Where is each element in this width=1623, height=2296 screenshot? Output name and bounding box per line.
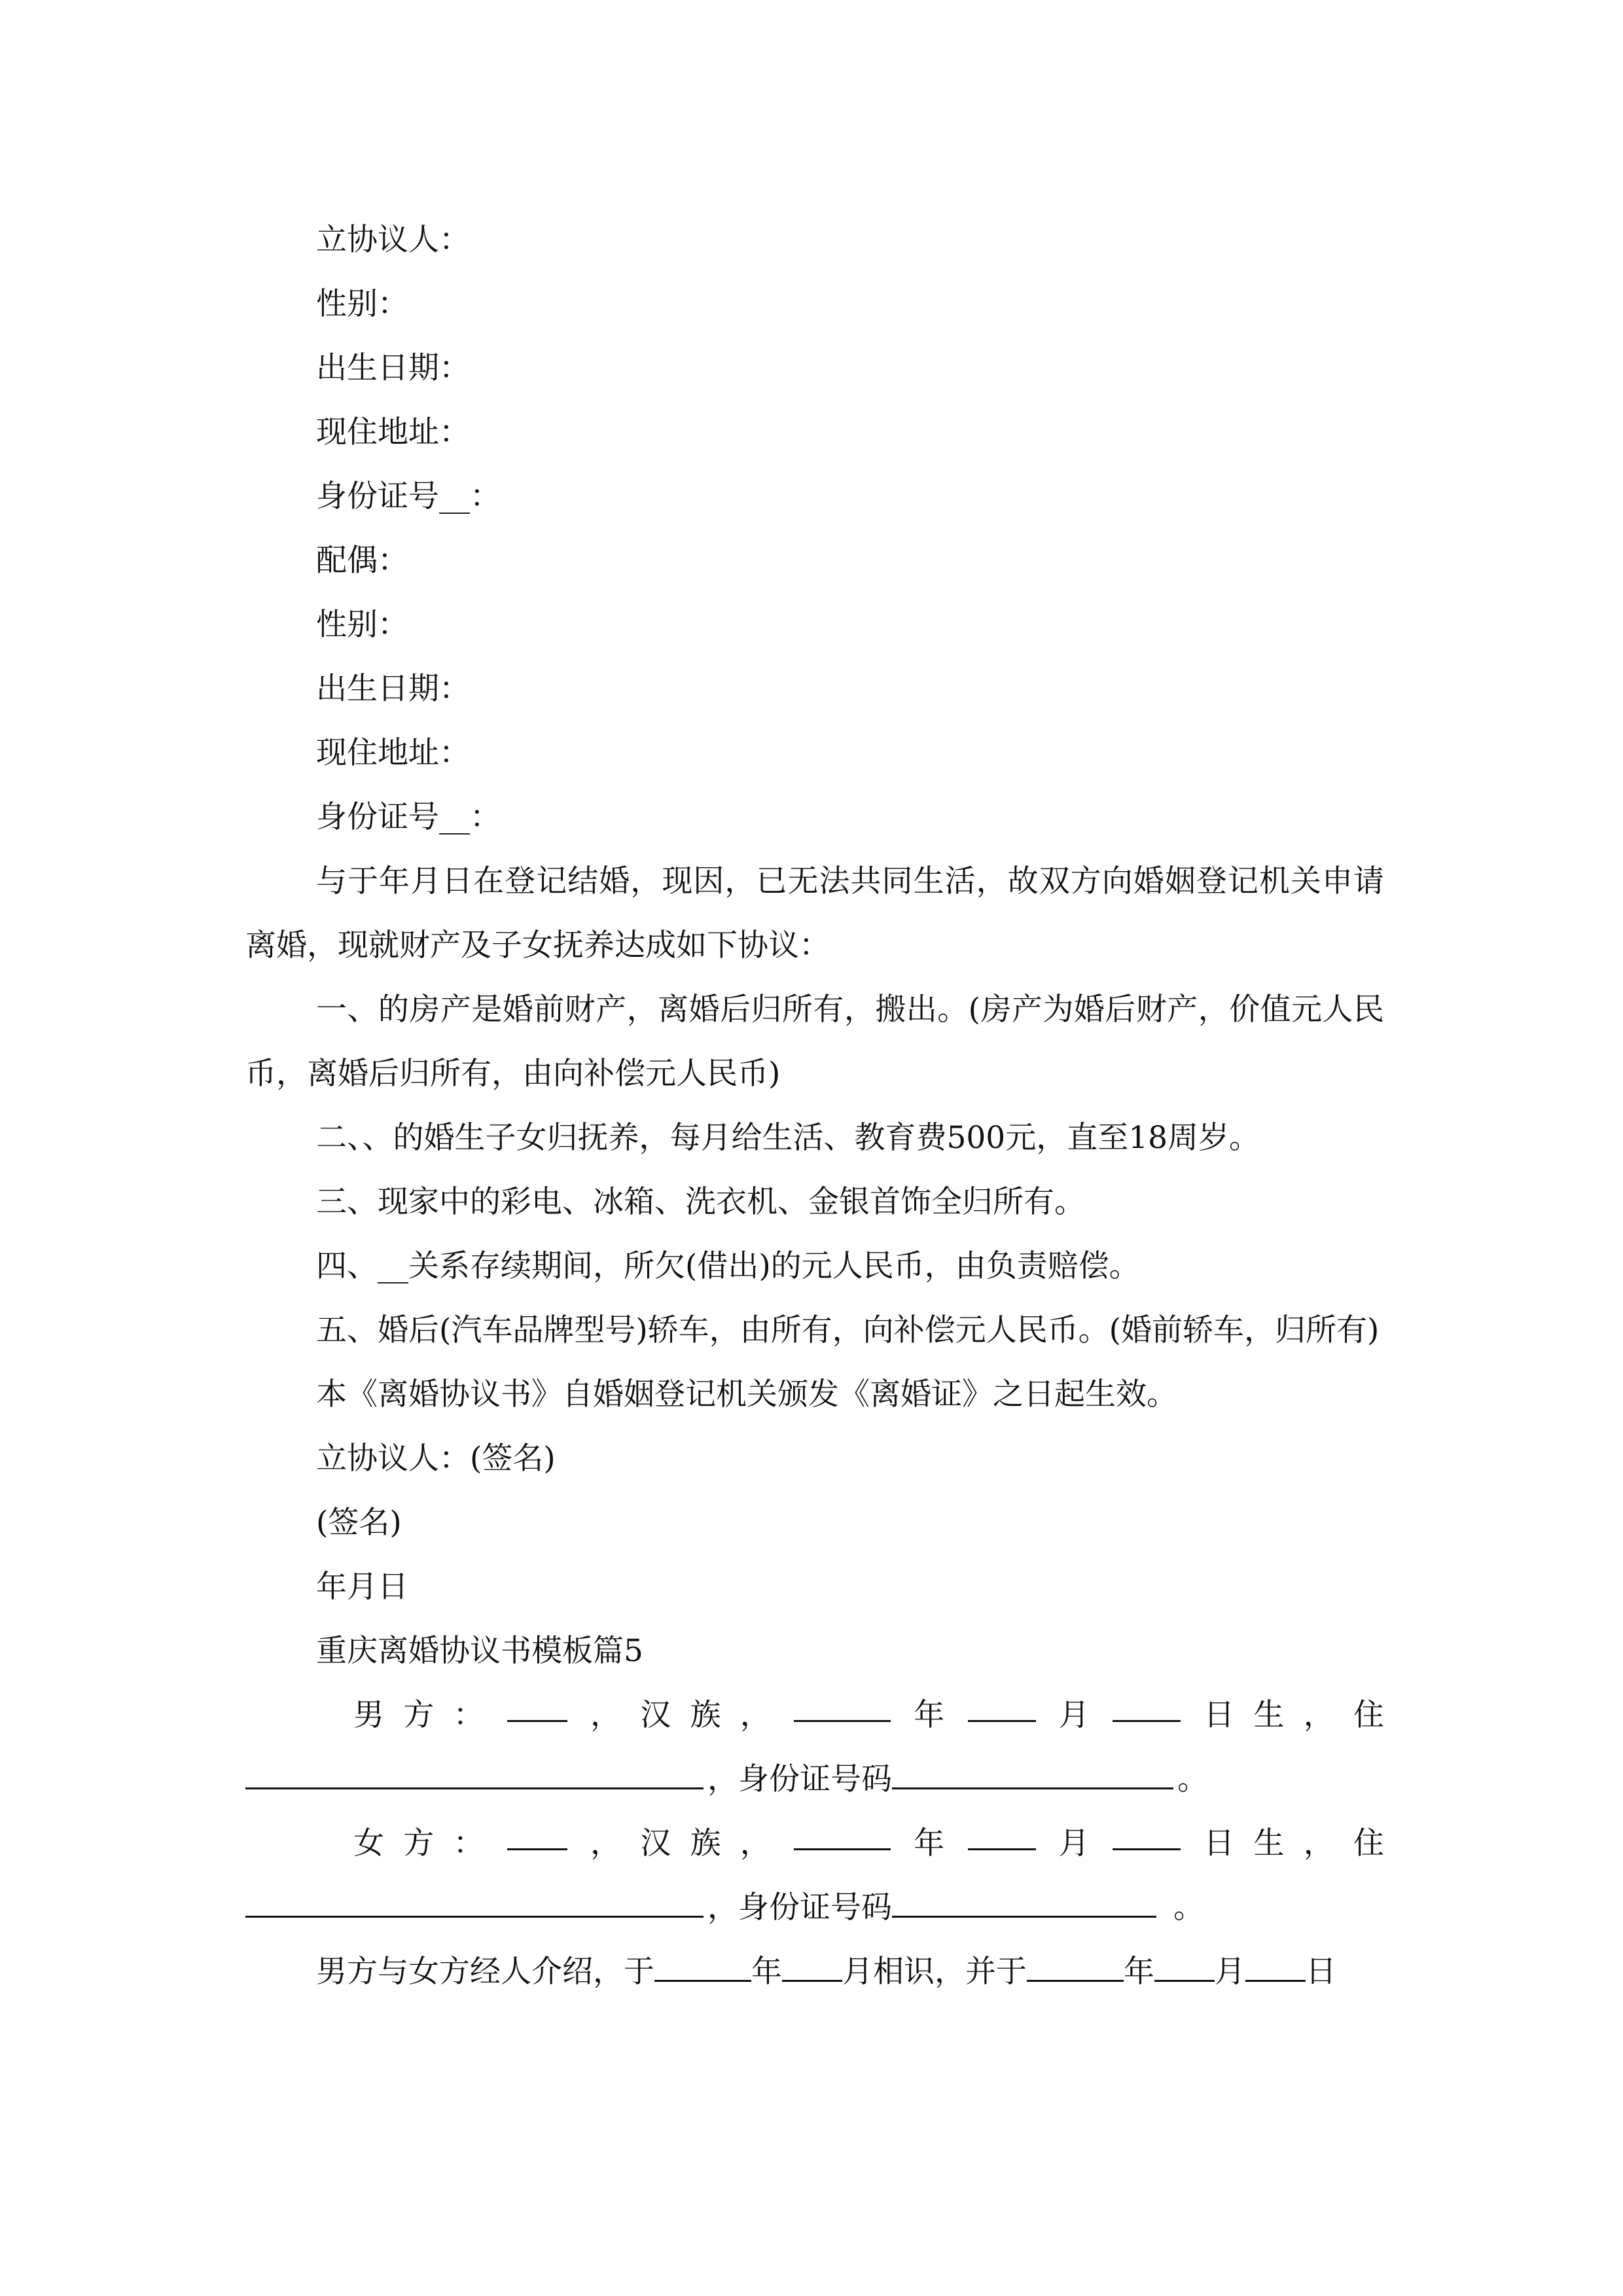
female-ethnic-char-1: 汉 [640, 1825, 671, 1861]
male-line-1: 男 方 ： ， 汉 族 ， 年 月 日 生 ， 住 [245, 1683, 1384, 1748]
intro-paragraph: 与于年月日在登记结婚，现因，已无法共同生活，故双方向婚姻登记机关申请离婚，现就财产及子女抚养达成如下协议： [245, 863, 1384, 963]
party1-birth: 出生日期： [316, 350, 470, 386]
male-end: 。 [1177, 1761, 1208, 1797]
meeting-month-label: 月相识，并于 [842, 1954, 1027, 1990]
male-address-blank [245, 1751, 704, 1789]
female-label-char-1: 女 [353, 1825, 384, 1861]
party2-address: 现住地址： [316, 735, 470, 771]
male-month-label: 月 [1058, 1697, 1090, 1733]
female-day-label: 日 [1204, 1825, 1235, 1861]
marriage-day-label: 日 [1306, 1954, 1336, 1990]
marriage-year-label: 年 [1124, 1954, 1154, 1990]
female-born-label: 生 [1253, 1825, 1285, 1861]
party2-title: 配偶： [316, 543, 408, 579]
marriage-month-label: 月 [1215, 1954, 1245, 1990]
clause-2: 二、、的婚生子女归抚养，每月给生活、教育费500元，直至18周岁。 [316, 1120, 1260, 1156]
male-live-label: 住 [1353, 1697, 1384, 1733]
signature-line: 立协议人：(签名) [316, 1441, 556, 1477]
document-page [245, 208, 1384, 2004]
female-year-label: 年 [914, 1825, 945, 1861]
male-day-blank [1113, 1683, 1181, 1722]
marriage-day-blank [1245, 1943, 1306, 1982]
clause-1: 一、的房产是婚前财产，离婚后归所有，搬出。(房产为婚后财产，价值元人民币，离婚后归所有，由向补偿元人民币) [245, 992, 1384, 1092]
male-year-label: 年 [914, 1697, 945, 1733]
party2-id: 身份证号__： [316, 799, 501, 835]
male-year-blank [794, 1683, 891, 1722]
female-end: 。 [1173, 1890, 1204, 1926]
party1-id: 身份证号__： [316, 478, 501, 514]
section-title: 重庆离婚协议书模板篇5 [316, 1633, 643, 1669]
male-name-blank [507, 1683, 567, 1722]
female-line-2 [245, 1876, 1384, 1940]
meeting-intro: 男方与女方经人介绍，于 [316, 1954, 654, 1990]
female-year-blank [794, 1812, 891, 1850]
female-label-char-2: 方 [403, 1825, 435, 1861]
female-month-blank [968, 1812, 1036, 1850]
signature-line-2: (签名) [316, 1505, 402, 1541]
male-label-colon: ： [453, 1697, 484, 1733]
female-id-blank [892, 1879, 1156, 1918]
female-label-colon: ： [453, 1825, 484, 1861]
female-month-label: 月 [1058, 1825, 1090, 1861]
male-label-char-1: 男 [353, 1697, 384, 1733]
clause-4: 四、__关系存续期间，所欠(借出)的元人民币，由负责赔偿。 [316, 1248, 1140, 1284]
female-live-label: 住 [1353, 1825, 1384, 1861]
effective-statement: 本《离婚协议书》自婚姻登记机关颁发《离婚证》之日起生效。 [316, 1376, 1177, 1412]
meeting-line [245, 1940, 1384, 2004]
clause-3: 三、现家中的彩电、冰箱、洗衣机、金银首饰全归所有。 [316, 1184, 1085, 1220]
male-day-label: 日 [1204, 1697, 1235, 1733]
female-name-blank [507, 1812, 567, 1850]
female-line-1: 女 方 ： ， 汉 族 ， 年 月 日 生 ， 住 [245, 1812, 1384, 1876]
male-born-label: 生 [1253, 1697, 1285, 1733]
female-ethnic-char-2: 族 [690, 1825, 721, 1861]
female-day-blank [1113, 1812, 1181, 1850]
male-month-blank [968, 1683, 1036, 1722]
date-line: 年月日 [316, 1569, 408, 1605]
meeting-month-blank [782, 1943, 842, 1982]
male-ethnic-char-1: 汉 [640, 1697, 671, 1733]
female-id-label: ，身份证号码 [707, 1890, 892, 1926]
male-ethnic-char-2: 族 [690, 1697, 721, 1733]
clause-5: 五、婚后(汽车品牌型号)轿车，由所有，向补偿元人民币。(婚前轿车，归所有) [316, 1312, 1380, 1348]
party1-title: 立协议人： [316, 222, 470, 258]
marriage-month-blank [1154, 1943, 1215, 1982]
male-line-2 [245, 1748, 1384, 1812]
party2-birth: 出生日期： [316, 671, 470, 707]
party1-gender: 性别： [316, 286, 408, 322]
meeting-year-blank [654, 1943, 751, 1982]
male-label-char-2: 方 [403, 1697, 435, 1733]
male-id-blank [892, 1751, 1173, 1789]
female-address-blank [245, 1879, 704, 1918]
party2-gender: 性别： [316, 607, 408, 643]
meeting-year-label: 年 [751, 1954, 782, 1990]
marriage-year-blank [1027, 1943, 1124, 1982]
party1-address: 现住地址： [316, 414, 470, 450]
male-id-label: ，身份证号码 [707, 1761, 892, 1797]
